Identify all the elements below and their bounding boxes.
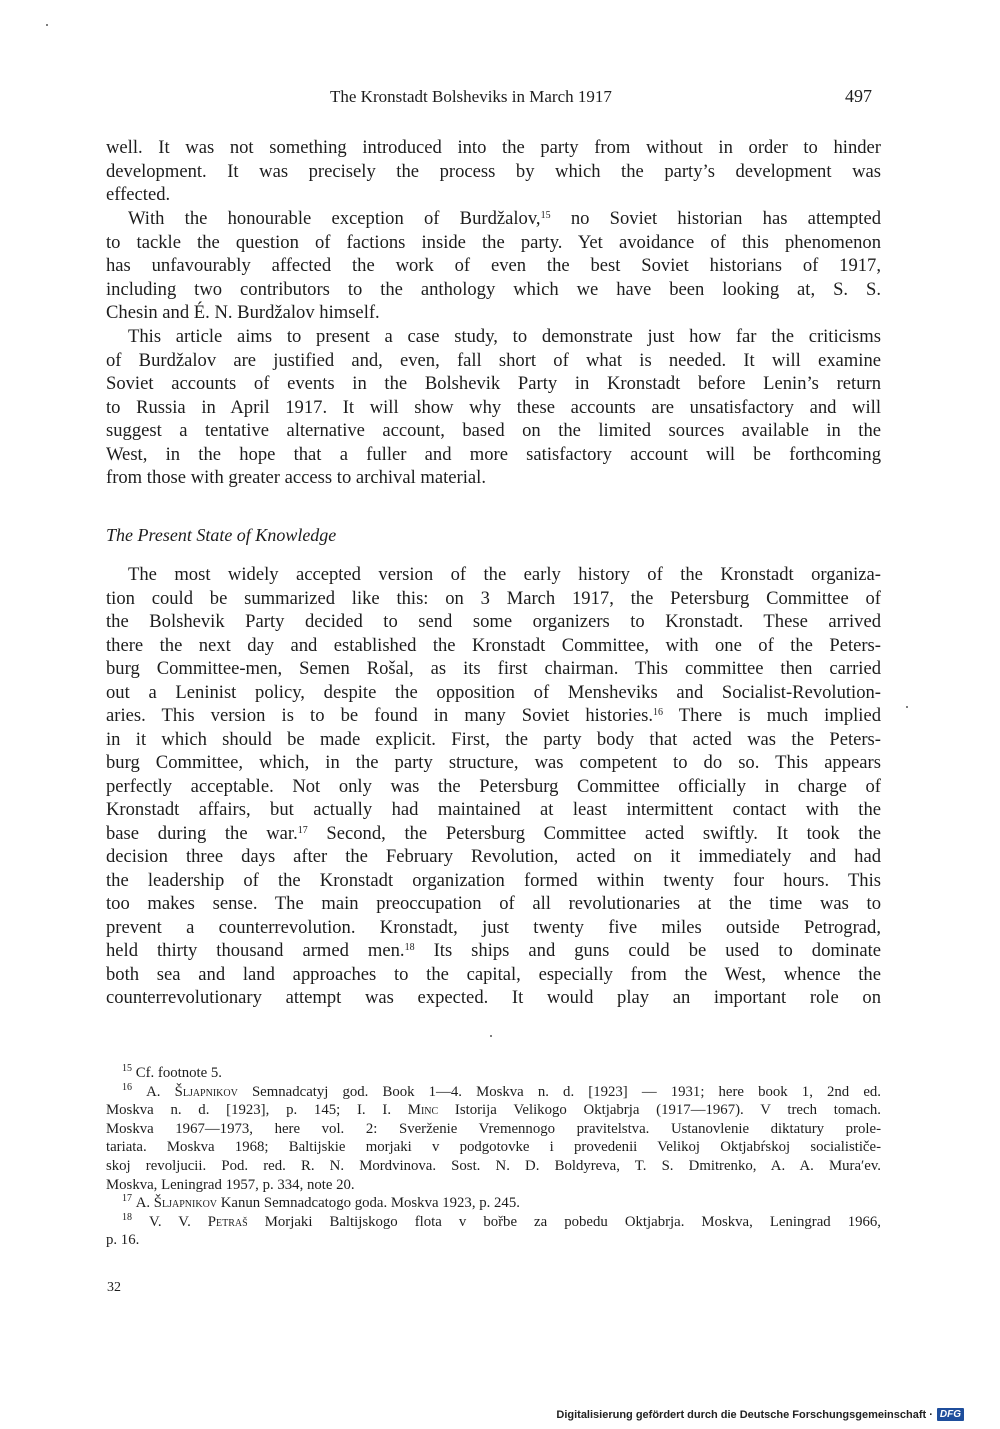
dfg-logo: DFG xyxy=(937,1408,964,1421)
text-line: tariata. Moskva 1968; Baltijskie morjaki v podgotovke i provedenii Velikoj Oktjabŕskoj socialističe- xyxy=(106,1139,881,1156)
text-fragment: Second, the Petersburg Committee acted swiftly. It took the xyxy=(307,822,881,844)
text-line: in it which should be made explicit. First, the party body that acted was the Peters- xyxy=(106,728,881,750)
text-fragment: Semnadcatyj god. Book 1—4. Moskva n. d. [1923] — 1931; here book 1, 2nd ed. xyxy=(237,1083,881,1100)
text-line: tion could be summarized like this: on 3 March 1917, the Petersburg Committee of xyxy=(106,587,881,609)
running-title: The Kronstadt Bolsheviks in March 1917 xyxy=(330,87,612,106)
paragraph-continuation xyxy=(106,136,881,207)
text-line xyxy=(106,704,881,728)
text-line xyxy=(106,1101,881,1120)
footnote-number: 15 xyxy=(122,1063,132,1074)
text-line: burg Committee, which, in the party structure, was competent to do so. This appears xyxy=(106,752,881,773)
text-line: Chesin and É. N. Burdžalov himself. xyxy=(106,302,380,323)
footnote-18 xyxy=(106,1213,881,1250)
text-line: Moskva 1967—1973, here vol. 2: Sverženie Vremennogo pravitelstva. Ustanovlenie diktatury prole- xyxy=(106,1120,881,1137)
scan-speck xyxy=(490,1035,492,1037)
text-line: the leadership of the Kronstadt organization formed within twenty four hours. This xyxy=(106,869,881,891)
text-line: out a Leninist policy, despite the opposition of Mensheviks and Socialist-Revolution- xyxy=(106,681,881,703)
footnote-ref-18[interactable]: 18 xyxy=(404,942,415,953)
text-line xyxy=(106,1194,881,1213)
scan-speck xyxy=(906,706,908,708)
footnote-ref-16[interactable]: 16 xyxy=(653,707,664,718)
text-line: The most widely accepted version of the early history of the Kronstadt organiza- xyxy=(128,564,881,585)
text-line: including two contributors to the anthology which we have been looking at, S. S. xyxy=(106,278,881,300)
text-line: well. It was not something introduced into the party from without in order to hinder xyxy=(106,137,881,158)
digitization-credit xyxy=(556,1408,964,1421)
text-line: Kronstadt affairs, but actually had maintained at least intermittent contact with the xyxy=(106,799,881,820)
text-line: prevent a counterrevolution. Kronstadt, just twenty five miles outside Petrograd, xyxy=(106,916,881,938)
text-fragment: There is much implied xyxy=(663,705,881,726)
text-line: the Bolshevik Party decided to send some organizers to Kronstadt. These arrived xyxy=(106,611,881,632)
author-name: V. V. Petraš xyxy=(149,1213,248,1230)
text-fragment: base during the war. xyxy=(106,822,298,844)
text-line xyxy=(106,939,881,963)
text-line: to tackle the question of factions inside the party. Yet avoidance of this phenomenon xyxy=(106,231,881,253)
text-fragment: aries. This version is to be found in many Soviet histories. xyxy=(106,705,654,726)
text-line xyxy=(106,1064,881,1083)
section-heading: The Present State of Knowledge xyxy=(106,525,337,545)
text-fragment: no Soviet historian has attempted xyxy=(550,208,881,229)
text-line: both sea and land approaches to the capital, especially from the West, whence the xyxy=(106,963,881,985)
author-name: A. Šljapnikov xyxy=(135,1195,218,1212)
text-line: there the next day and established the Kronstadt Committee, with one of the Peters- xyxy=(106,634,881,656)
text-line: West, in the hope that a fuller and more satisfactory account will be forthcoming xyxy=(106,443,881,465)
text-line: perfectly acceptable. Not only was the Petersburg Committee officially in charge of xyxy=(106,775,881,797)
scan-speck xyxy=(46,24,48,26)
text-fragment: With the honourable exception of Burdžalov, xyxy=(128,208,541,229)
text-fragment: Its ships and guns could be used to dominate xyxy=(414,940,881,961)
footnote-number: 18 xyxy=(122,1211,132,1223)
footnote-ref-17[interactable]: 17 xyxy=(297,824,308,836)
text-line: effected. xyxy=(106,184,171,205)
page-number: 497 xyxy=(845,86,872,106)
footnote-ref-15[interactable]: 15 xyxy=(540,210,551,221)
text-line: skoj revoljucii. Pod. red. R. N. Mordvinova. Sost. N. D. Boldyreva, T. S. Dmitrenko, A. A. Muraʹev. xyxy=(106,1157,881,1174)
text-line xyxy=(106,822,881,846)
text-line: to Russia in April 1917. It will show why these accounts are unsatisfactory and will xyxy=(106,396,881,418)
digitization-credit-text: Digitalisierung gefördert durch die Deutsche Forschungsgemeinschaft · xyxy=(556,1408,933,1421)
text-fragment: Istorija Velikogo Oktjabrja (1917—1967). V trech tomach. xyxy=(438,1102,881,1119)
footnote-number: 16 xyxy=(122,1081,132,1093)
text-line: counterrevolutionary attempt was expected. It would play an important role on xyxy=(106,987,881,1008)
text-line: development. It was precisely the process by which the party’s development was xyxy=(106,160,881,182)
footnotes xyxy=(106,1064,881,1250)
footnote-number: 17 xyxy=(122,1193,132,1205)
text-line xyxy=(106,207,881,231)
text-line xyxy=(106,1213,881,1232)
footnote-17 xyxy=(106,1194,881,1213)
footnote-15 xyxy=(106,1064,881,1083)
text-line: of Burdžalov are justified and, even, fall short of what is needed. It will examine xyxy=(106,349,881,371)
text-line: burg Committee-men, Semen Rošal, as its first chairman. This committee then carried xyxy=(106,658,881,679)
text-fragment: Cf. footnote 5. xyxy=(132,1065,223,1081)
text-fragment: Kanun Semnadcatogo goda. Moskva 1923, p. 245. xyxy=(217,1195,520,1212)
text-line: suggest a tentative alternative account, based on the limited sources available in the xyxy=(106,420,881,441)
footnote-16 xyxy=(106,1083,881,1195)
text-line: from those with greater access to archival material. xyxy=(106,467,486,488)
paragraph-burdzalov xyxy=(106,207,881,325)
paragraph-accepted-version xyxy=(106,563,881,1010)
text-fragment: held thirty thousand armed men. xyxy=(106,940,405,961)
text-line: Soviet accounts of events in the Bolshevik Party in Kronstadt before Lenin’s return xyxy=(106,373,881,394)
paragraph-article-aims xyxy=(106,325,881,490)
text-line: has unfavourably affected the work of even the best Soviet historians of 1917, xyxy=(106,255,881,276)
signature-mark: 32 xyxy=(107,1280,121,1295)
author-name: A. Šljapnikov xyxy=(146,1083,238,1100)
text-line: p. 16. xyxy=(106,1232,140,1249)
text-line: Moskva, Leningrad 1957, p. 334, note 20. xyxy=(106,1176,355,1193)
author-name: Minc xyxy=(407,1102,439,1119)
text-fragment: Moskva n. d. [1923], p. 145; I. I. xyxy=(106,1102,408,1119)
text-fragment: Morjaki Baltijskogo flota v bořbe za pobedu Oktjabrja. Moskva, Leningrad 1966, xyxy=(247,1213,881,1230)
text-line xyxy=(106,1083,881,1102)
text-line: decision three days after the February Revolution, acted on it immediately and had xyxy=(106,846,881,867)
text-line: too makes sense. The main preoccupation of all revolutionaries at the time was to xyxy=(106,893,881,914)
text-line: This article aims to present a case study, to demonstrate just how far the criticisms xyxy=(128,326,881,347)
